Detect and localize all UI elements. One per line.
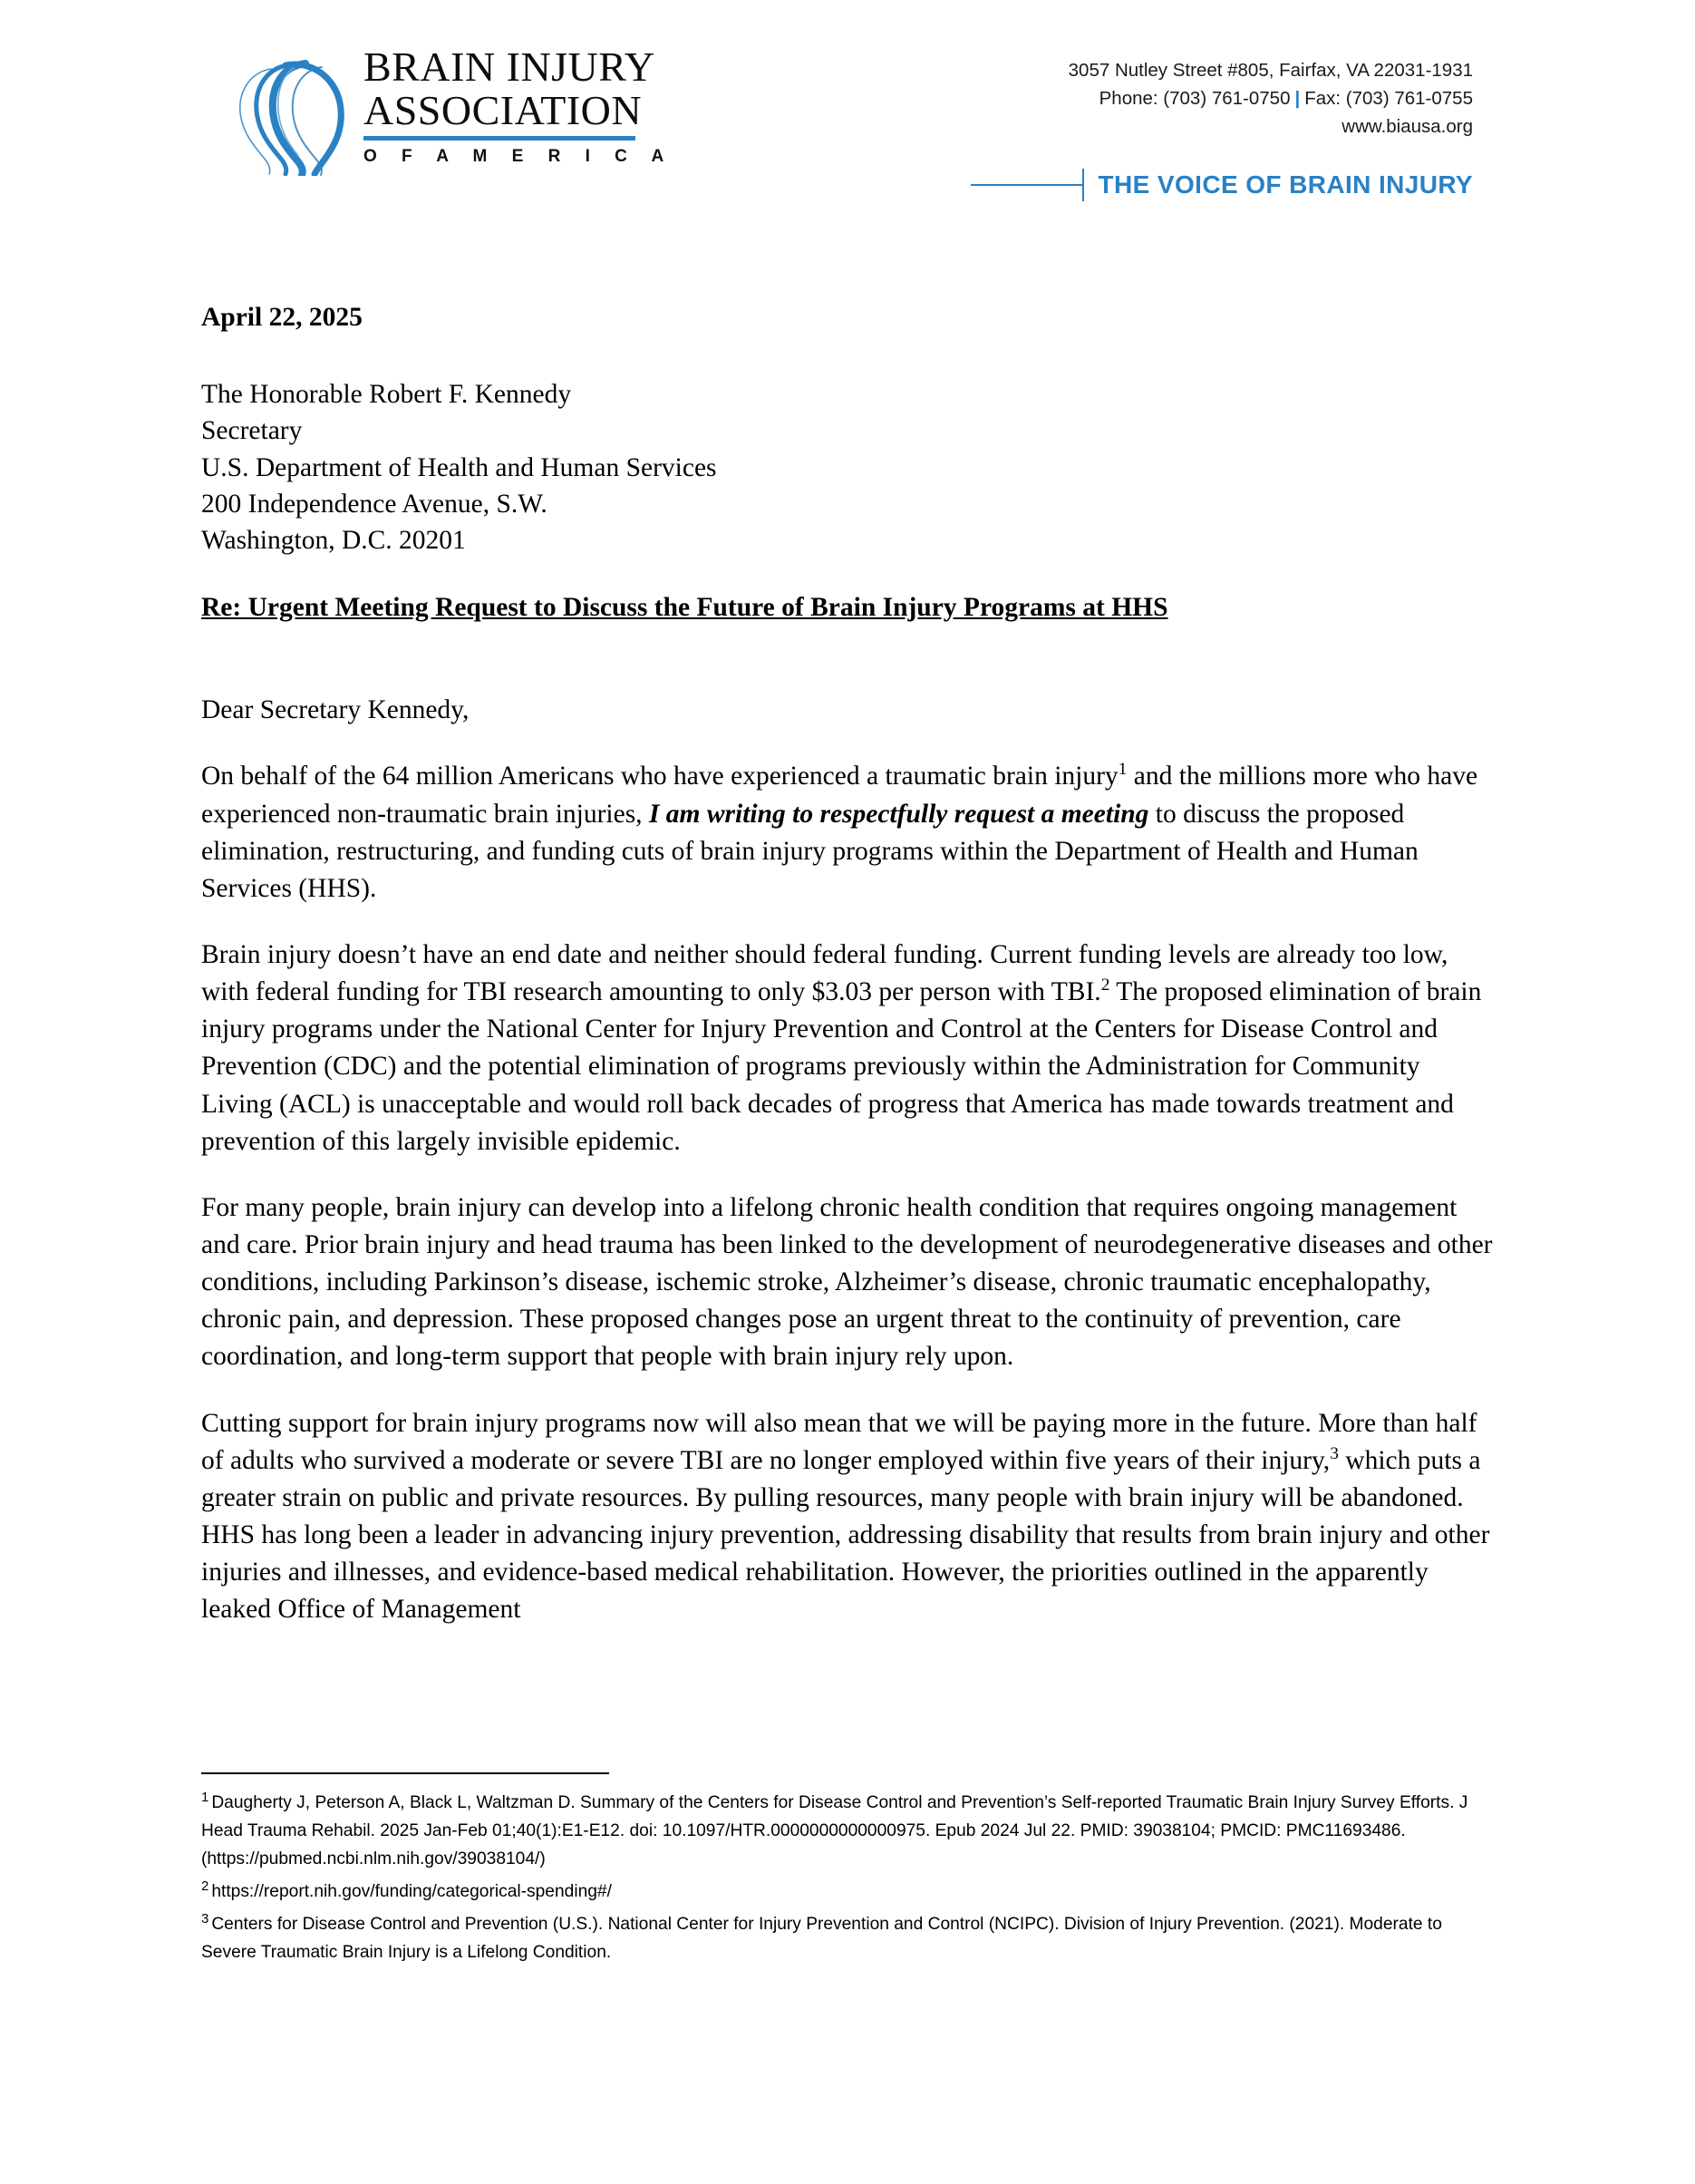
- footnote-marker: 1: [201, 1789, 209, 1805]
- recipient-name: The Honorable Robert F. Kennedy: [201, 380, 572, 410]
- organization-logo: [231, 42, 673, 176]
- logo-wordmark: [363, 42, 673, 167]
- footnote-item: [201, 1878, 1493, 1906]
- tagline-bar: [971, 169, 1473, 201]
- footnote-marker: 2: [201, 1878, 209, 1894]
- recipient-agency: U.S. Department of Health and Human Services: [201, 452, 717, 482]
- paragraph-2: [201, 937, 1493, 1160]
- logo-subtitle: O F A M E R I C A: [363, 147, 674, 167]
- logo-line-1: BRAIN INJURY: [363, 44, 655, 90]
- p4-text-a: Cutting support for brain injury programs now will also mean that we will be paying more in the future. More than half of adults who survived a moderate or severe TBI are no longer employed within five years of their injury,: [201, 1408, 1477, 1475]
- footnote-text: Daugherty J, Peterson A, Black L, Waltzman D. Summary of the Centers for Disease Control and Prevention’s Self-reported Traumatic Brain Injury Survey Efforts. J Head Trauma Rehabil. 2025 Jan-Feb 01;40(1):E1-E12. doi: 10.1097/HTR.0000000000000975. Epub 2024 Jul 22. PMID: 39038104; PMCID: PMC11693486. (https://pubmed.ncbi.nlm.nih.gov/39038104/): [201, 1793, 1468, 1869]
- p2-text-a: Brain injury doesn’t have an end date and neither should federal funding. Current funding levels are already too low, with federal funding for TBI research amounting to only $3.03 per person with TBI.: [201, 940, 1448, 1007]
- recipient-title: Secretary: [201, 416, 303, 446]
- contact-fax: Fax: (703) 761-0755: [1304, 88, 1473, 110]
- footnote-section: [201, 1772, 1493, 1972]
- contact-info: [1069, 56, 1473, 141]
- contact-phone-fax: [1069, 84, 1473, 112]
- salutation: Dear Secretary Kennedy,: [201, 695, 470, 725]
- footnote-ref-2[interactable]: 2: [1100, 976, 1110, 995]
- recipient-address-block: [201, 376, 1493, 558]
- footnote-marker: 3: [201, 1910, 209, 1927]
- footnote-ref-1[interactable]: 1: [1118, 760, 1128, 780]
- footnote-text: Centers for Disease Control and Prevention (U.S.). National Center for Injury Prevention and Control (NCIPC). Division of Injury Prevention. (2021). Moderate to Severe Traumatic Brain Injury is a Lifelong Condition.: [201, 1915, 1442, 1963]
- recipient-city-state-zip: Washington, D.C. 20201: [201, 525, 466, 555]
- footnote-separator-rule: [201, 1772, 609, 1774]
- p4-text-b: which puts a greater strain on public and private resources. By pulling resources, many people with brain injury will be abandoned. HHS has long been a leader in advancing injury prevention, addressing disability that results from brain injury and other injuries and illnesses, and evidence-based medical rehabilitation. However, the priorities outlined in the apparently leaked Office of Management: [201, 1445, 1490, 1625]
- tagline-vertical-tick: [1082, 169, 1084, 201]
- contact-address: 3057 Nutley Street #805, Fairfax, VA 22031-1931: [1068, 60, 1473, 81]
- recipient-street: 200 Independence Avenue, S.W.: [201, 489, 547, 519]
- subject-line: Re: Urgent Meeting Request to Discuss the Future of Brain Injury Programs at HHS: [201, 592, 1168, 622]
- footnote-text: https://report.nih.gov/funding/categorical-spending#/: [211, 1882, 612, 1902]
- logo-underline-rule: [363, 136, 635, 141]
- tagline-text: THE VOICE OF BRAIN INJURY: [1098, 170, 1473, 199]
- paragraph-1: [201, 758, 1493, 908]
- logo-line-2: ASSOCIATION: [363, 86, 643, 133]
- brain-loops-icon: [231, 42, 351, 176]
- contact-separator: |: [1294, 88, 1301, 110]
- footnote-item: [201, 1910, 1493, 1966]
- p1-emphasis: I am writing to respectfully request a meeting: [648, 799, 1149, 829]
- letter-body: [201, 299, 1493, 1628]
- tagline-horizontal-rule: [971, 184, 1082, 186]
- paragraph-3: For many people, brain injury can develop into a lifelong chronic health condition that requires ongoing management and care. Prior brain injury and head trauma has been linked to the development of neurodegenerative diseases and other conditions, including Parkinson’s disease, ischemic stroke, Alzheimer’s disease, chronic traumatic encephalopathy, chronic pain, and depression. These proposed changes pose an urgent threat to the continuity of prevention, care coordination, and long-term support that people with brain injury rely upon.: [201, 1192, 1493, 1372]
- p1-text-a: On behalf of the 64 million Americans who have experienced a traumatic brain injury: [201, 762, 1119, 791]
- footnote-ref-3[interactable]: 3: [1330, 1443, 1339, 1463]
- p2-text-b: The proposed elimination of brain injury programs under the National Center for Injury Prevention and Control at the Centers for Disease Control and Prevention (CDC) and the potential elimination of programs previously within the Administration for Community Living (ACL) is unacceptable and would roll back decades of progress that America has made towards treatment and prevention of this largely invisible epidemic.: [201, 977, 1482, 1156]
- p1-text-c: to discuss the proposed elimination, restructuring, and funding cuts of brain injury programs within the Department of Health and Human Services (HHS).: [201, 799, 1419, 903]
- contact-website[interactable]: www.biausa.org: [1341, 116, 1473, 138]
- paragraph-4: [201, 1405, 1493, 1629]
- footnote-item: [201, 1789, 1493, 1873]
- p1-text-b: and the millions more who have experienced non-traumatic brain injuries,: [201, 762, 1478, 829]
- letterhead: [0, 0, 1695, 218]
- letter-date: April 22, 2025: [201, 303, 363, 332]
- contact-phone: Phone: (703) 761-0750: [1099, 88, 1291, 110]
